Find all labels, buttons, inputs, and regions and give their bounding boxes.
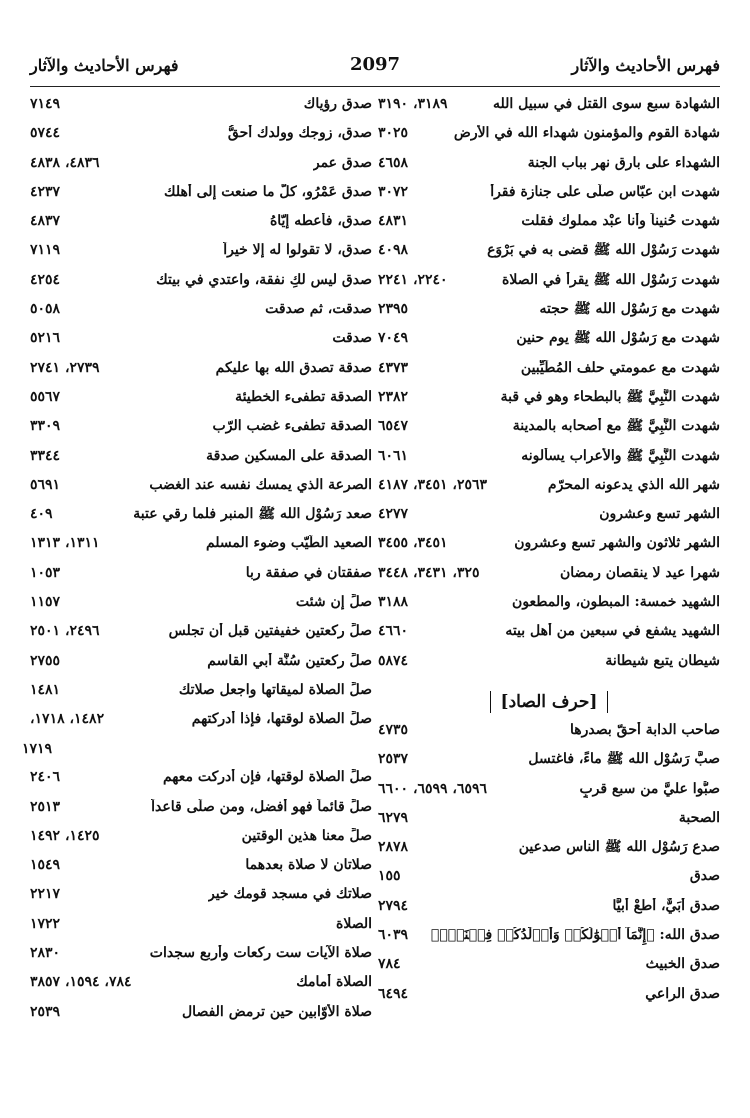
- index-entry: [30, 360, 372, 389]
- entry-text: صلاة الآيات ست ركعات وأربع سجدات: [149, 945, 372, 962]
- entry-text: صدق، زوجك وولدك أحقُّ: [227, 125, 372, 142]
- entry-numbers: ١٣١١، ١٣١٣: [30, 535, 100, 552]
- page-header: [30, 52, 720, 87]
- index-entry: [30, 916, 372, 945]
- entry-text: صدق، لا تقولوا له إلا خيراً: [223, 242, 372, 259]
- entry-text: صلِّ قائماً فهو أفضل، ومن صلّى قاعداً: [151, 798, 372, 815]
- entry-numbers: ٤٢٥٤: [30, 271, 61, 288]
- index-entry: [30, 594, 372, 623]
- entry-text: صدق أُبَيٌّ، أطعْ أبيًّا: [612, 897, 720, 914]
- entry-text: شهدت حُنيناً وأنا عبْد مملوك فقلت: [521, 213, 720, 230]
- index-entry: [30, 623, 372, 652]
- index-entry: [378, 448, 720, 477]
- index-entry: [378, 506, 720, 535]
- section-header: [378, 682, 720, 722]
- entry-text: الصدقة على المسكين صدقة: [206, 447, 372, 464]
- index-entry: [378, 898, 720, 927]
- index-entry: [30, 96, 372, 125]
- entry-text: صدق الراعي: [645, 985, 720, 1002]
- entry-text: صلِّ ركعتين سُنَّة أبي القاسم: [207, 652, 372, 669]
- entry-numbers: ٢٤٩٦، ٢٥٠١: [30, 623, 100, 640]
- index-entry: [30, 857, 372, 886]
- entry-numbers: ٢٣٩٥: [378, 301, 409, 318]
- index-entry: [378, 477, 720, 506]
- entry-text: شهر الله الذي يدعونه المحرّم: [547, 476, 720, 493]
- entry-text: صدق الله: ﴿إِنَّمَآ أَمۡوَٰلُكُمۡ وَأَوۡلَٰدُكُمۡ فِتۡنَةٞۚ﴾: [430, 927, 720, 944]
- entry-numbers: ٥٥٦٧: [30, 388, 61, 405]
- entry-numbers: ٢٥٣٩: [30, 1003, 61, 1020]
- index-entry: [30, 653, 372, 682]
- entry-numbers: ١٠٥٣: [30, 564, 61, 581]
- entry-text: صلِّ إن شئت: [295, 594, 372, 611]
- index-entry: [30, 125, 372, 154]
- entry-numbers: ٥٨٧٤: [378, 652, 409, 669]
- index-entry: [378, 418, 720, 447]
- entry-text: صدقة تصدق الله بها عليكم: [215, 359, 372, 376]
- index-entry: [30, 974, 372, 1003]
- index-entry: [378, 565, 720, 594]
- entry-text: شهدت ابن عبّاس صلّى على جنازة فقرأ: [490, 183, 720, 200]
- entry-numbers: ٢٧٣٩، ٢٧٤١: [30, 359, 100, 376]
- index-entry: [30, 389, 372, 418]
- entry-text: صلِّ الصلاة لوقتها، فإن أدركت معهم: [162, 769, 372, 786]
- index-entry: [30, 155, 372, 184]
- index-entry: [30, 242, 372, 271]
- entry-numbers: ٦٠٣٩: [378, 927, 409, 944]
- entry-numbers: ٦٤٩٤: [378, 985, 409, 1002]
- entry-numbers: ٦٠٦١: [378, 447, 409, 464]
- entry-numbers: ٥٧٤٤: [30, 125, 61, 142]
- entry-numbers: ١١٥٧: [30, 594, 61, 611]
- entry-numbers: ٢٨٣٠: [30, 945, 61, 962]
- section-title: [حرف الصاد]: [490, 691, 609, 713]
- entry-text: صلِّ الصلاة لوقتها، فإذا أدركتهم: [191, 711, 372, 728]
- index-entry: [378, 986, 720, 1015]
- entry-numbers: ٢٤٠٦: [30, 769, 61, 786]
- index-entry: [30, 477, 372, 506]
- entry-text: شيطان يتبع شيطانة: [605, 652, 720, 669]
- entry-numbers: ٧١٤٩: [30, 96, 61, 112]
- entry-text: صدق: [689, 868, 720, 885]
- entry-numbers: ٤٨٣٦، ٤٨٣٨: [30, 154, 100, 171]
- entry-text: صلِّ الصلاة لميقاتها واجعل صلاتك: [178, 681, 372, 698]
- entry-numbers: ٢٣٨٢: [378, 388, 409, 405]
- index-entry: [30, 448, 372, 477]
- entry-text: صدقت، ثم صدقت: [265, 301, 372, 318]
- entry-numbers: ٧٨٤، ١٥٩٤، ٣٨٥٧: [30, 974, 132, 991]
- entry-text: صدق رؤياك: [303, 96, 372, 112]
- index-entry: [378, 301, 720, 330]
- entry-text: الصحبة: [678, 809, 720, 826]
- entry-numbers: ٤٦٦٠: [378, 623, 409, 640]
- entry-text: الصلاة أمامك: [296, 974, 372, 991]
- entry-text: صبُّوا عليَّ من سبع قربٍ: [579, 780, 720, 797]
- entry-text: صلاة الأوّابين حين ترمض الفصال: [182, 1003, 372, 1020]
- index-entry: [30, 301, 372, 330]
- entry-numbers: ٣٠٧٢: [378, 183, 409, 200]
- index-entry: [30, 418, 372, 447]
- entry-text: صلِّ ركعتين خفيفتين قبل أن تجلس: [168, 623, 372, 640]
- entry-text: الشهر ثلاثون والشهر تسع وعشرون: [514, 535, 720, 552]
- entry-numbers: ٦٥٤٧: [378, 418, 409, 435]
- index-entry: [378, 242, 720, 271]
- index-entry: [378, 623, 720, 652]
- index-entry: [30, 330, 372, 359]
- index-entry: [378, 96, 720, 125]
- entry-numbers: ٧١١٩: [30, 242, 61, 259]
- entry-numbers: ١٤٢٥، ١٤٩٢: [30, 827, 100, 844]
- index-entry: [30, 799, 372, 828]
- entry-numbers: ٣٠٢٥: [378, 125, 409, 142]
- entry-numbers: ٢٥٦٣، ٣٤٥١، ٤١٨٧: [378, 476, 488, 493]
- entry-text: الشهر تسع وعشرون: [599, 506, 720, 523]
- index-entry: [378, 956, 720, 985]
- entry-text: الشهيد يشفع في سبعين من أهل بيته: [505, 623, 720, 640]
- entry-text: الشهداء على بارق نهر بباب الجنة: [527, 154, 720, 171]
- index-entry: [30, 565, 372, 594]
- entry-text: صلاتك في مسجد قومك خير: [208, 886, 372, 903]
- index-entry: [378, 781, 720, 810]
- index-entry: [30, 769, 372, 798]
- entry-numbers: ٣٤٥١، ٣٤٥٥: [378, 535, 448, 552]
- index-entry: [378, 125, 720, 154]
- index-entry: [378, 330, 720, 359]
- entry-text: شهرا عيد لا ينقصان رمضان: [559, 564, 720, 581]
- entry-numbers: ٤٧٣٥: [378, 721, 409, 738]
- entry-numbers: ٣٣٠٩: [30, 418, 61, 435]
- index-entry: [378, 535, 720, 564]
- entry-numbers: ٤٨٣٧: [30, 213, 61, 230]
- entry-numbers: ٥٠٥٨: [30, 301, 61, 318]
- entry-text: شهدت مع رَسُوْل الله ﷺ حجته: [539, 301, 720, 318]
- entry-numbers: ٤٠٩: [30, 506, 53, 523]
- index-entry: [30, 945, 372, 974]
- index-entry: [378, 594, 720, 623]
- entry-text: صدق عمر: [312, 154, 372, 171]
- entry-numbers: ٤٢٧٧: [378, 506, 409, 523]
- entry-numbers-continued: ١٧١٩: [22, 741, 53, 758]
- entry-text: الشهيد خمسة: المبطون، والمطعون: [512, 594, 720, 611]
- entry-text: صلاتان لا صلاة بعدهما: [245, 857, 372, 874]
- left-column: [22, 96, 372, 1033]
- right-column: [378, 96, 720, 1015]
- entry-numbers: ٤٠٩٨: [378, 242, 409, 259]
- entry-numbers: ٧٨٤: [378, 956, 401, 973]
- entry-numbers: ٢٨٧٨: [378, 839, 409, 856]
- entry-numbers: ٢٥١٣: [30, 798, 61, 815]
- entry-text: صدقت: [332, 330, 372, 347]
- index-entry: [378, 810, 720, 839]
- index-entry: [378, 751, 720, 780]
- entry-numbers: ٦٢٧٩: [378, 809, 409, 826]
- header-title-right: فهرس الأحاديث والآثار: [571, 56, 720, 75]
- entry-text: صبَّ رَسُوْل الله ﷺ ماءً، فاغتسل: [528, 751, 720, 768]
- entry-numbers: ٤٣٧٣: [378, 359, 409, 376]
- entry-numbers: ١٥٤٩: [30, 857, 61, 874]
- entry-text: شهدت رَسُوْل الله ﷺ قضى به في بَرْوَع: [487, 242, 720, 259]
- index-entry: [378, 213, 720, 242]
- index-entry: [30, 184, 372, 213]
- entry-text: الصدقة تطفىء الخطيئة: [235, 388, 372, 405]
- entry-text: الصلاة: [336, 915, 372, 932]
- entry-numbers: ٢٥٣٧: [378, 751, 409, 768]
- entry-text: صفقتان في صفقة ربا: [245, 564, 372, 581]
- entry-numbers: ٤٢٣٧: [30, 183, 61, 200]
- entry-text: صدع رَسُوْل الله ﷺ الناس صدعين: [518, 839, 720, 856]
- entry-numbers: ٢٧٥٥: [30, 652, 61, 669]
- page-number: 2097: [349, 54, 401, 75]
- index-entry: [30, 506, 372, 535]
- entry-text: شهادة القوم والمؤمنون شهداء الله في الأرض: [453, 125, 720, 142]
- index-entry: [378, 360, 720, 389]
- index-entry: [378, 155, 720, 184]
- entry-numbers: ٣٣٤٤: [30, 447, 61, 464]
- index-entry: [378, 722, 720, 751]
- index-entry: [30, 1004, 372, 1033]
- entry-text: صدق، فأعطه إيّاهُ: [269, 213, 372, 230]
- index-entry: [378, 389, 720, 418]
- index-entry: [378, 184, 720, 213]
- entry-numbers: ٤٦٥٨: [378, 154, 409, 171]
- index-entry: [30, 886, 372, 915]
- entry-numbers: ٦٥٩٦، ٦٥٩٩، ٦٦٠٠: [378, 780, 488, 797]
- index-entry: [378, 839, 720, 868]
- entry-numbers: ١٤٨٢، ١٧١٨،: [30, 711, 105, 728]
- header-title-left: فهرس الأحاديث والآثار: [30, 56, 179, 75]
- index-entry: [30, 535, 372, 564]
- entry-text: صدق ليس لكِ نفقة، واعتدي في بيتك: [156, 271, 372, 288]
- entry-text: صدق عَمْرُو، كلّ ما صنعت إلى أهلك: [164, 183, 372, 200]
- entry-text: الصعيد الطّيّب وضوء المسلم: [205, 535, 372, 552]
- index-entry: [30, 682, 372, 711]
- entry-text: شهدت النَّبِيَّ ﷺ والأعراب يسألونه: [521, 447, 720, 464]
- index-entry: [378, 927, 720, 956]
- entry-numbers: ١٤٨١: [30, 681, 61, 698]
- entry-text: شهدت رَسُوْل الله ﷺ يقرأ في الصلاة: [502, 271, 720, 288]
- entry-numbers: ٤٨٣١: [378, 213, 409, 230]
- index-entry: [378, 653, 720, 682]
- entry-text: صعد رَسُوْل الله ﷺ المنبر فلما رقي عتبة: [133, 506, 372, 523]
- index-entry: [378, 272, 720, 301]
- entry-text: الشهادة سبع سوى القتل في سبيل الله: [492, 96, 720, 112]
- entry-numbers: ٧٠٤٩: [378, 330, 409, 347]
- entry-numbers: ٣٢٥، ٣٤٣١، ٣٤٤٨: [378, 564, 480, 581]
- index-entry: [22, 711, 372, 769]
- entry-numbers: ٢٢٤٠، ٢٢٤١: [378, 271, 448, 288]
- index-entry: [30, 272, 372, 301]
- entry-text: صلِّ معنا هذين الوقتين: [241, 827, 372, 844]
- entry-text: صدق الخبيث: [645, 956, 720, 973]
- entry-text: شهدت مع رَسُوْل الله ﷺ يوم حنين: [516, 330, 720, 347]
- entry-numbers: ٣١٨٨: [378, 594, 409, 611]
- entry-text: صاحب الدابة أحقّ بصدرها: [570, 721, 720, 738]
- index-entry: [378, 868, 720, 897]
- entry-numbers: ٢٧٩٤: [378, 897, 409, 914]
- entry-text: الصدقة تطفىء غضب الرّب: [212, 418, 372, 435]
- index-entry: [30, 828, 372, 857]
- entry-numbers: ٢٢١٧: [30, 886, 61, 903]
- entry-numbers: ٥٢١٦: [30, 330, 61, 347]
- entry-text: شهدت النَّبِيَّ ﷺ بالبطحاء وهو في قبة: [500, 388, 720, 405]
- entry-text: شهدت مع عمومتي حلف المُطَيِّبين: [520, 359, 720, 376]
- entry-text: الصرعة الذي يمسك نفسه عند الغضب: [149, 476, 372, 493]
- entry-numbers: ٣١٨٩، ٣١٩٠: [378, 96, 448, 112]
- entry-numbers: ١٧٢٢: [30, 915, 61, 932]
- entry-text: شهدت النَّبِيَّ ﷺ مع أصحابه بالمدينة: [512, 418, 720, 435]
- entry-numbers: ١٥٥: [378, 868, 401, 885]
- entry-numbers: ٥٦٩١: [30, 476, 61, 493]
- index-entry: [30, 213, 372, 242]
